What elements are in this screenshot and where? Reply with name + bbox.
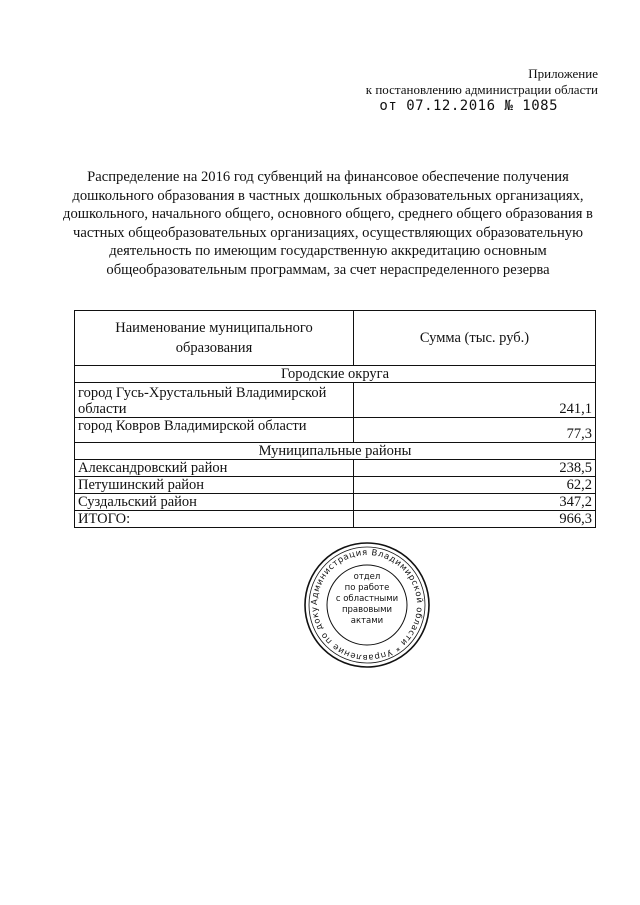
official-stamp <box>302 540 432 670</box>
total-label: ИТОГО: <box>75 511 354 528</box>
appendix-label: Приложение <box>528 66 598 81</box>
distribution-table <box>74 310 596 528</box>
stamp-line: отдел <box>353 572 381 582</box>
appendix-block <box>298 66 598 114</box>
table-row <box>75 383 596 418</box>
stamp-line: актами <box>350 616 384 626</box>
row-name: Суздальский район <box>75 494 354 511</box>
row-value: 62,2 <box>354 477 596 494</box>
table-row <box>75 418 596 443</box>
section-row <box>75 366 596 383</box>
row-name: Петушинский район <box>75 477 354 494</box>
section-title: Городские округа <box>75 366 596 383</box>
row-value: 77,3 <box>354 418 596 443</box>
row-name: город Ковров Владимирской области <box>75 418 354 443</box>
table-row <box>75 477 596 494</box>
row-value: 238,5 <box>354 460 596 477</box>
table-row <box>75 494 596 511</box>
section-title: Муниципальные районы <box>75 443 596 460</box>
stamp-center <box>302 572 432 627</box>
total-row <box>75 511 596 528</box>
row-value: 241,1 <box>354 383 596 418</box>
distribution-table-wrap <box>74 310 596 528</box>
header-sum: Сумма (тыс. руб.) <box>354 311 596 366</box>
appendix-resolution: к постановлению администрации области <box>365 82 598 97</box>
row-name: Александровский район <box>75 460 354 477</box>
section-row <box>75 443 596 460</box>
appendix-date: от 07.12.2016 № 1085 <box>379 98 558 114</box>
document-title: Распределение на 2016 год субвенций на финансовое обеспечение получения дошкольного образования в частных дошкольных образовательных организациях, дошкольного, начального общего, основного общего, среднего общего образования в частных общеобразовательных организациях, осуществляющих образовательную деятельность по имеющим государственную аккредитацию основным общеобразовательным программам, за счет нераспределенного резерва <box>63 169 593 278</box>
row-value: 347,2 <box>354 494 596 511</box>
stamp-line: по работе <box>344 583 390 593</box>
stamp-ring-text: Администрация Владимирской области * Управление по доку <box>309 547 425 663</box>
row-name: город Гусь-Хрустальный Владимирской области <box>75 383 354 418</box>
table-header-row <box>75 311 596 366</box>
header-name: Наименование муниципального образования <box>75 311 354 366</box>
total-value: 966,3 <box>354 511 596 528</box>
stamp-line: с областными <box>335 594 399 604</box>
stamp-line: правовыми <box>341 605 393 615</box>
table-row <box>75 460 596 477</box>
